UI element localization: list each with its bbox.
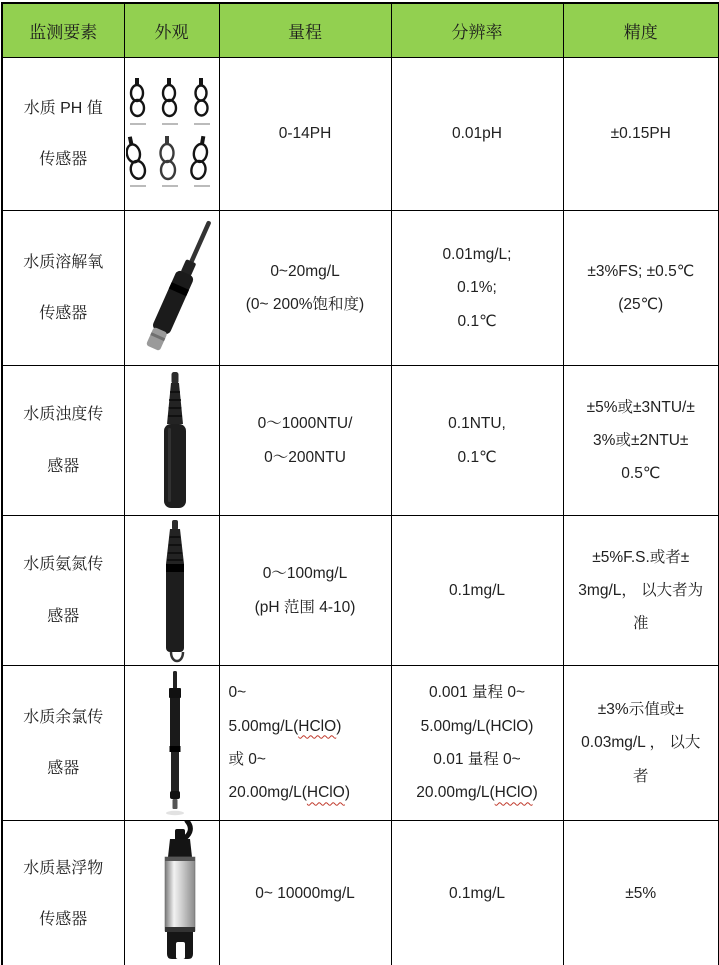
- spec-text: 0~ 10000mg/L: [255, 885, 355, 903]
- spec-text: 0.01 量程 0~: [433, 751, 521, 768]
- table-header-row: [2, 3, 719, 58]
- range-cell: [219, 211, 391, 366]
- spec-text: 0.03mg/L ， 以大: [581, 734, 701, 752]
- sensor-name-cell: [2, 366, 124, 516]
- spellcheck-flagged-text: HClO: [306, 784, 345, 802]
- spec-text: 0.5℃: [621, 465, 661, 483]
- range-line: [220, 117, 391, 150]
- sensor-appearance-cell: [124, 666, 219, 821]
- table-row: [2, 366, 719, 516]
- sensor-name-line: 水质浊度传: [23, 406, 104, 424]
- sensor-name-line: 传感器: [39, 911, 88, 928]
- resolution-cell: [391, 211, 563, 366]
- spec-text: 0.1%;: [457, 279, 497, 297]
- range-line: [220, 441, 391, 474]
- resolution-line: [392, 271, 563, 304]
- sensor-name-cell: [2, 666, 124, 821]
- spec-text: ±5%: [625, 885, 657, 903]
- column-header-3: 分辨率: [391, 3, 563, 58]
- range-cell: [219, 58, 391, 211]
- resolution-line: [392, 676, 563, 709]
- sensor-name-cell: [2, 211, 124, 366]
- range-line: [229, 776, 391, 809]
- spec-text: (25℃): [618, 296, 664, 313]
- spec-text: 0.1℃: [457, 448, 497, 466]
- spec-text: 3%或±2NTU±: [593, 431, 689, 449]
- sensor-name-line: 水质余氯传: [23, 708, 104, 726]
- range-cell: [219, 666, 391, 821]
- accuracy-cell: [563, 211, 719, 366]
- spec-text: 或 0~: [228, 751, 266, 768]
- spec-text: ): [336, 717, 342, 735]
- column-header-1: 外观: [124, 3, 219, 58]
- spec-text: (0~ 200%饱和度): [245, 296, 365, 313]
- spec-text: ±3%FS; ±0.5℃: [587, 262, 695, 280]
- accuracy-line: [564, 117, 719, 150]
- accuracy-line: [564, 726, 719, 759]
- sensor-name-line: 水质悬浮物: [23, 859, 104, 877]
- spec-text: 0～1000NTU/: [257, 415, 353, 433]
- resolution-line: [392, 238, 563, 271]
- accuracy-cell: [563, 366, 719, 516]
- resolution-line: [392, 776, 563, 809]
- spec-text: 0-14PH: [278, 125, 332, 143]
- turbidity-sensor-image: [125, 370, 220, 512]
- resolution-cell: [391, 516, 563, 666]
- spec-text: ±0.15PH: [610, 125, 671, 143]
- ammonia-sensor-image: [125, 518, 220, 664]
- spec-text: 0~: [228, 684, 247, 702]
- spec-text: 0.1mg/L: [448, 885, 505, 903]
- range-line: [220, 255, 391, 288]
- range-cell: [219, 821, 391, 965]
- table-row: [2, 211, 719, 366]
- resolution-cell: [391, 366, 563, 516]
- resolution-line: [392, 877, 563, 910]
- accuracy-cell: [563, 821, 719, 965]
- resolution-line: [392, 710, 563, 743]
- column-header-4: 精度: [563, 3, 719, 58]
- accuracy-line: [564, 391, 719, 424]
- dissolved-oxygen-sensor-image: [125, 215, 220, 361]
- resolution-line: [392, 743, 563, 776]
- table-row: [2, 58, 719, 211]
- spec-text: (pH 范围 4-10): [254, 598, 356, 616]
- range-cell: [219, 516, 391, 666]
- spec-text: 0.001 量程 0~: [428, 684, 526, 702]
- sensor-name-line: 感器: [47, 607, 80, 625]
- accuracy-line: [564, 457, 719, 490]
- accuracy-line: [564, 288, 719, 321]
- sensor-name-line: 水质 PH 值: [23, 99, 103, 117]
- sensor-name-line: 感器: [47, 457, 80, 475]
- spec-text: ±5%F.S.或者±: [592, 548, 690, 566]
- accuracy-line: [564, 877, 719, 910]
- resolution-line: [392, 441, 563, 474]
- spellcheck-flagged-text: HClO: [298, 717, 337, 735]
- table-row: [2, 821, 719, 965]
- range-line: [220, 877, 391, 910]
- table-row: [2, 666, 719, 821]
- spec-text: 准: [632, 615, 649, 633]
- range-cell: [219, 366, 391, 516]
- sensor-name-line: 传感器: [39, 305, 88, 322]
- accuracy-line: [564, 574, 719, 607]
- resolution-cell: [391, 821, 563, 965]
- range-line: [220, 288, 391, 321]
- range-line: [220, 591, 391, 624]
- spec-text: 0～200NTU: [264, 448, 346, 466]
- sensor-name-cell: [2, 821, 124, 965]
- spec-text: 20.00mg/L(: [416, 784, 495, 802]
- spec-text: 0.01mg/L;: [442, 246, 512, 264]
- spec-text: ): [344, 784, 350, 802]
- accuracy-cell: [563, 58, 719, 211]
- range-line: [220, 407, 391, 440]
- spec-text: 0.1NTU,: [448, 415, 506, 433]
- spec-text: 0.01pH: [452, 125, 502, 143]
- range-line: [229, 710, 391, 743]
- accuracy-line: [564, 541, 719, 574]
- sensor-appearance-cell: [124, 516, 219, 666]
- resolution-line: [392, 305, 563, 338]
- spec-text: 3mg/L， 以大者为: [578, 581, 704, 599]
- accuracy-line: [564, 693, 719, 726]
- sensor-name-cell: [2, 58, 124, 211]
- spec-text: 5.00mg/L(HClO): [420, 717, 534, 735]
- spellcheck-flagged-text: HClO: [494, 784, 533, 802]
- spec-text: 者: [632, 767, 649, 785]
- accuracy-line: [564, 760, 719, 793]
- suspended-solids-sensor-image: [125, 821, 220, 965]
- resolution-cell: [391, 58, 563, 211]
- accuracy-line: [564, 607, 719, 640]
- sensor-appearance-cell: [124, 821, 219, 965]
- range-line: [229, 743, 391, 776]
- spec-text: 0～100mg/L: [262, 565, 348, 583]
- table-row: [2, 516, 719, 666]
- spec-text: ±3%示值或±: [597, 701, 684, 719]
- spec-text: 20.00mg/L(: [228, 784, 307, 802]
- spec-text: ±5%或±3NTU/±: [586, 398, 695, 416]
- sensor-name-cell: [2, 516, 124, 666]
- column-header-2: 量程: [219, 3, 391, 58]
- chlorine-sensor-image: [125, 669, 220, 817]
- sensor-name-line: 传感器: [39, 151, 88, 168]
- range-line: [229, 676, 391, 709]
- accuracy-line: [564, 255, 719, 288]
- accuracy-line: [564, 424, 719, 457]
- spec-text: ): [532, 784, 538, 802]
- sensor-spec-table: [1, 2, 719, 965]
- column-header-0: 监测要素: [2, 3, 124, 58]
- sensor-appearance-cell: [124, 366, 219, 516]
- ph-sensor-image: [126, 76, 218, 192]
- sensor-name-line: 水质氨氮传: [23, 556, 104, 574]
- resolution-line: [392, 407, 563, 440]
- resolution-line: [392, 117, 563, 150]
- spec-text: 0.1mg/L: [448, 581, 505, 599]
- sensor-appearance-cell: [124, 58, 219, 211]
- spec-text: 5.00mg/L(: [228, 717, 299, 735]
- resolution-cell: [391, 666, 563, 821]
- sensor-appearance-cell: [124, 211, 219, 366]
- sensor-name-line: 感器: [47, 760, 80, 777]
- spec-text: 0.1℃: [457, 312, 497, 330]
- sensor-name-line: 水质溶解氧: [23, 253, 104, 271]
- accuracy-cell: [563, 666, 719, 821]
- resolution-line: [392, 574, 563, 607]
- accuracy-cell: [563, 516, 719, 666]
- range-line: [220, 557, 391, 590]
- spec-text: 0~20mg/L: [270, 262, 340, 280]
